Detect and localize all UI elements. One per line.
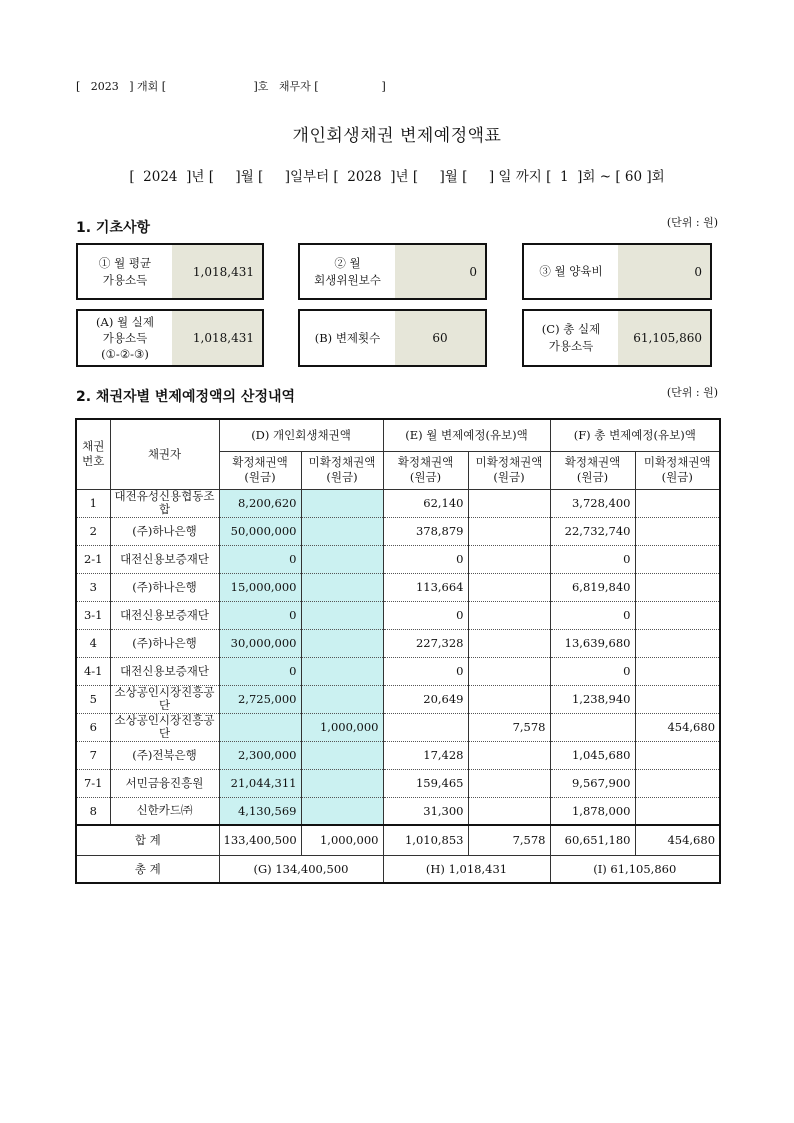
e-confirmed: 159,465: [383, 769, 468, 797]
d-unconfirmed: [301, 741, 383, 769]
creditor-name: 소상공인시장진흥공단: [110, 685, 219, 713]
d-confirmed: 30,000,000: [219, 629, 301, 657]
section2-title: 2. 채권자별 변제예정액의 산정내역: [76, 389, 296, 405]
e-confirmed: [383, 713, 468, 741]
grand-total-h: (H) 1,018,431: [383, 855, 550, 883]
f-unconfirmed: [635, 601, 720, 629]
e-unconfirmed: [468, 517, 550, 545]
creditor-name: 대전신용보증재단: [110, 657, 219, 685]
d-unconfirmed: 1,000,000: [301, 713, 383, 741]
d-unconfirmed: [301, 573, 383, 601]
total-income-label: (C) 총 실제 가용소득: [541, 322, 601, 353]
f-unconfirmed: [635, 629, 720, 657]
e-unconfirmed: [468, 489, 550, 517]
d-confirmed: 8,200,620: [219, 489, 301, 517]
total-income-box: [522, 309, 712, 367]
e-confirmed: 378,879: [383, 517, 468, 545]
f-confirmed: 9,567,900: [550, 769, 635, 797]
creditor-no: 8: [76, 797, 110, 825]
child-support-label: ③ 월 양육비: [539, 264, 603, 278]
header-f: (F) 총 변제예정(유보)액: [550, 419, 720, 451]
f-confirmed: 0: [550, 657, 635, 685]
table-row: [76, 545, 720, 573]
subtotal-label: 합 계: [76, 825, 219, 855]
commissioner-fee-label: ② 월 회생위원보수: [314, 255, 381, 287]
f-confirmed: 1,045,680: [550, 741, 635, 769]
table-row: [76, 741, 720, 769]
f-unconfirmed: [635, 769, 720, 797]
grand-total-i: (I) 61,105,860: [550, 855, 720, 883]
grand-total-g: (G) 134,400,500: [219, 855, 383, 883]
creditor-name: (주)하나은행: [110, 573, 219, 601]
avg-income-box: [76, 243, 264, 300]
e-confirmed: 227,328: [383, 629, 468, 657]
e-unconfirmed: [468, 741, 550, 769]
d-unconfirmed: [301, 545, 383, 573]
d-confirmed: 15,000,000: [219, 573, 301, 601]
repayment-count-box: [298, 309, 487, 367]
d-unconfirmed: [301, 601, 383, 629]
repayment-count-label: (B) 변제횟수: [314, 330, 381, 345]
creditor-name: 소상공인시장진흥공단: [110, 713, 219, 741]
d-unconfirmed: [301, 685, 383, 713]
e-unconfirmed: [468, 545, 550, 573]
e-confirmed: 20,649: [383, 685, 468, 713]
actual-income-value: 1,018,431: [172, 311, 262, 365]
header-d: (D) 개인회생채권액: [219, 419, 383, 451]
creditor-no: 4: [76, 629, 110, 657]
d-unconfirmed: [301, 489, 383, 517]
d-confirmed: 0: [219, 545, 301, 573]
d-unconfirmed: [301, 797, 383, 825]
creditor-name: 대전신용보증재단: [110, 545, 219, 573]
child-support-box: [522, 243, 712, 300]
creditor-no: 6: [76, 713, 110, 741]
creditor-no: 2: [76, 517, 110, 545]
f-confirmed: 0: [550, 545, 635, 573]
f-confirmed: 13,639,680: [550, 629, 635, 657]
table-row: [76, 601, 720, 629]
f-confirmed: 6,819,840: [550, 573, 635, 601]
creditor-name: 대전신용보증재단: [110, 601, 219, 629]
e-unconfirmed: [468, 685, 550, 713]
d-confirmed: 2,725,000: [219, 685, 301, 713]
creditor-no: 7: [76, 741, 110, 769]
child-support-value: 0: [618, 245, 710, 298]
avg-income-value: 1,018,431: [172, 245, 262, 298]
f-unconfirmed: [635, 489, 720, 517]
table-row: [76, 713, 720, 741]
case-number-line: [ 2023 ] 개회 [ ]호 채무자 [ ]: [76, 80, 386, 93]
total-income-value: 61,105,860: [618, 311, 710, 365]
table-row: [76, 573, 720, 601]
repayment-period-line: [ 2024 ]년 [ ]월 [ ]일부터 [ 2028 ]년 [ ]월 [ ] 일 까지 [ 1 ]회 ~ [ 60 ]회: [129, 169, 665, 185]
f-unconfirmed: 454,680: [635, 713, 720, 741]
e-unconfirmed: [468, 657, 550, 685]
d-unconfirmed: [301, 769, 383, 797]
e-confirmed: 0: [383, 657, 468, 685]
table-row: [76, 517, 720, 545]
page-title: 개인회생채권 변제예정액표: [292, 126, 502, 146]
f-confirmed: 22,732,740: [550, 517, 635, 545]
e-confirmed: 0: [383, 601, 468, 629]
f-unconfirmed: [635, 797, 720, 825]
f-confirmed: 0: [550, 601, 635, 629]
subtotal-f-unconfirmed: 454,680: [635, 825, 720, 855]
f-confirmed: 1,878,000: [550, 797, 635, 825]
subtotal-f-confirmed: 60,651,180: [550, 825, 635, 855]
header-e: (E) 월 변제예정(유보)액: [383, 419, 550, 451]
e-confirmed: 17,428: [383, 741, 468, 769]
creditor-name: (주)하나은행: [110, 517, 219, 545]
section1-unit: (단위 : 원): [666, 216, 718, 229]
header-f-confirmed: 확정채권액 (원금): [550, 451, 635, 489]
creditor-no: 4-1: [76, 657, 110, 685]
e-unconfirmed: [468, 629, 550, 657]
header-creditor-no: 채권 번호: [76, 419, 110, 489]
table-row: [76, 629, 720, 657]
section1-title: 1. 기초사항: [76, 220, 151, 236]
table-row: [76, 769, 720, 797]
e-confirmed: 113,664: [383, 573, 468, 601]
grand-total-label: 총 계: [76, 855, 219, 883]
e-unconfirmed: [468, 601, 550, 629]
creditor-name: (주)전북은행: [110, 741, 219, 769]
d-unconfirmed: [301, 657, 383, 685]
actual-income-label: (A) 월 실제 가용소득 (①-②-③): [96, 315, 154, 361]
e-confirmed: 0: [383, 545, 468, 573]
commissioner-fee-box: [298, 243, 487, 300]
creditor-no: 1: [76, 489, 110, 517]
header-creditor: 채권자: [110, 419, 219, 489]
e-unconfirmed: [468, 573, 550, 601]
e-unconfirmed: [468, 797, 550, 825]
f-confirmed: [550, 713, 635, 741]
f-unconfirmed: [635, 657, 720, 685]
d-confirmed: 0: [219, 601, 301, 629]
creditor-no: 3: [76, 573, 110, 601]
creditor-name: 신한카드㈜: [110, 797, 219, 825]
d-confirmed: 2,300,000: [219, 741, 301, 769]
commissioner-fee-value: 0: [395, 245, 485, 298]
e-confirmed: 62,140: [383, 489, 468, 517]
f-confirmed: 3,728,400: [550, 489, 635, 517]
avg-income-label: ① 월 평균 가용소득: [98, 255, 152, 287]
creditor-no: 3-1: [76, 601, 110, 629]
table-row: [76, 657, 720, 685]
subtotal-e-confirmed: 1,010,853: [383, 825, 468, 855]
creditor-no: 5: [76, 685, 110, 713]
header-d-unconfirmed: 미확정채권액 (원금): [301, 451, 383, 489]
actual-income-box: [76, 309, 264, 367]
e-unconfirmed: [468, 769, 550, 797]
f-unconfirmed: [635, 741, 720, 769]
d-confirmed: 21,044,311: [219, 769, 301, 797]
d-confirmed: 50,000,000: [219, 517, 301, 545]
f-unconfirmed: [635, 545, 720, 573]
d-confirmed: 4,130,569: [219, 797, 301, 825]
d-confirmed: [219, 713, 301, 741]
creditor-no: 7-1: [76, 769, 110, 797]
section2-unit: (단위 : 원): [666, 386, 718, 399]
creditor-no: 2-1: [76, 545, 110, 573]
f-unconfirmed: [635, 573, 720, 601]
header-e-unconfirmed: 미확정채권액 (원금): [468, 451, 550, 489]
repayment-table: [75, 418, 721, 884]
subtotal-row: [76, 825, 720, 855]
header-d-confirmed: 확정채권액 (원금): [219, 451, 301, 489]
repayment-count-value: 60: [395, 311, 485, 365]
e-unconfirmed: 7,578: [468, 713, 550, 741]
grand-total-row: [76, 855, 720, 883]
table-row: [76, 797, 720, 825]
d-unconfirmed: [301, 517, 383, 545]
creditor-name: (주)하나은행: [110, 629, 219, 657]
creditor-name: 서민금융진흥원: [110, 769, 219, 797]
f-unconfirmed: [635, 517, 720, 545]
f-unconfirmed: [635, 685, 720, 713]
table-row: [76, 489, 720, 517]
table-row: [76, 685, 720, 713]
e-confirmed: 31,300: [383, 797, 468, 825]
d-confirmed: 0: [219, 657, 301, 685]
header-e-confirmed: 확정채권액 (원금): [383, 451, 468, 489]
subtotal-e-unconfirmed: 7,578: [468, 825, 550, 855]
creditor-name: 대전유성신용협동조합: [110, 489, 219, 517]
d-unconfirmed: [301, 629, 383, 657]
f-confirmed: 1,238,940: [550, 685, 635, 713]
subtotal-d-unconfirmed: 1,000,000: [301, 825, 383, 855]
header-f-unconfirmed: 미확정채권액 (원금): [635, 451, 720, 489]
subtotal-d-confirmed: 133,400,500: [219, 825, 301, 855]
